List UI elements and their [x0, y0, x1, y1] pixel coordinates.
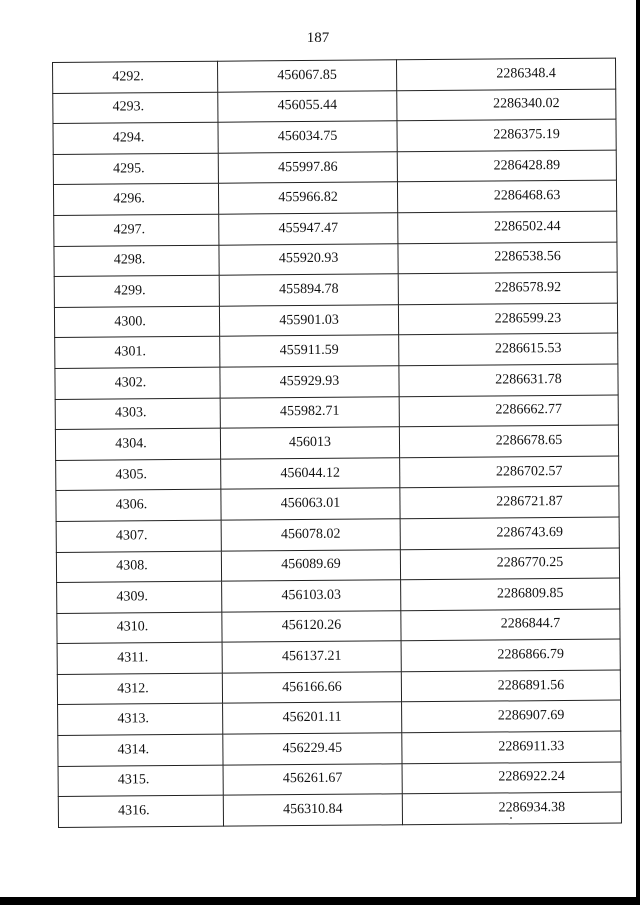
x-coordinate-cell: 456044.12	[221, 458, 400, 490]
y-coordinate-cell: 2286866.79	[401, 639, 620, 671]
row-index-cell: 4301.	[55, 337, 220, 369]
row-index-cell: 4314.	[58, 734, 223, 766]
x-coordinate-cell: 456013	[220, 427, 399, 459]
x-coordinate-cell: 455966.82	[218, 182, 397, 214]
table-row	[56, 486, 619, 521]
y-coordinate-cell: 2286348.4	[396, 58, 615, 90]
row-index-cell: 4296.	[53, 184, 218, 216]
row-index-cell: 4315.	[58, 765, 223, 797]
y-coordinate-cell: 2286502.44	[398, 211, 617, 243]
table-row	[57, 609, 620, 644]
row-index-cell: 4299.	[54, 275, 219, 307]
x-coordinate-cell: 456078.02	[221, 519, 400, 551]
y-coordinate-cell: 2286340.02	[397, 89, 616, 121]
y-coordinate-cell: 2286922.24	[402, 762, 621, 794]
row-index-cell: 4310.	[57, 612, 222, 644]
table-row	[53, 119, 616, 154]
x-coordinate-cell: 456055.44	[218, 90, 397, 122]
row-index-cell: 4300.	[54, 306, 219, 338]
y-coordinate-cell: 2286428.89	[397, 150, 616, 182]
x-coordinate-cell: 455947.47	[219, 213, 398, 245]
table-row	[54, 272, 617, 307]
x-coordinate-cell: 455997.86	[218, 152, 397, 184]
row-index-cell: 4307.	[56, 520, 221, 552]
table-row	[55, 425, 618, 460]
y-coordinate-cell: 2286702.57	[400, 456, 619, 488]
y-coordinate-cell: 2286662.77	[399, 395, 618, 427]
row-index-cell: 4308.	[56, 551, 221, 583]
y-coordinate-cell: 2286844.7	[401, 609, 620, 641]
y-coordinate-cell: 2286599.23	[398, 303, 617, 335]
x-coordinate-cell: 456034.75	[218, 121, 397, 153]
table-row	[53, 180, 616, 215]
y-coordinate-cell: 2286615.53	[399, 333, 618, 365]
row-index-cell: 4298.	[54, 245, 219, 277]
table-row	[55, 333, 618, 368]
x-coordinate-cell: 456229.45	[223, 733, 402, 765]
table-row	[56, 517, 619, 552]
y-coordinate-cell: 2286809.85	[401, 578, 620, 610]
y-coordinate-cell: 2286911.33	[402, 731, 621, 763]
table-row	[58, 792, 621, 827]
table-row	[54, 303, 617, 338]
x-coordinate-cell: 456261.67	[223, 763, 402, 795]
table-row	[54, 242, 617, 277]
table-row	[56, 548, 619, 583]
row-index-cell: 4306.	[56, 489, 221, 521]
y-coordinate-cell: 2286907.69	[402, 701, 621, 733]
y-coordinate-cell: 2286375.19	[397, 119, 616, 151]
row-index-cell: 4293.	[53, 92, 218, 124]
x-coordinate-cell: 455911.59	[220, 335, 399, 367]
row-index-cell: 4294.	[53, 122, 218, 154]
row-index-cell: 4313.	[58, 704, 223, 736]
table-row	[58, 701, 621, 736]
x-coordinate-cell: 455901.03	[219, 305, 398, 337]
y-coordinate-cell: 2286891.56	[401, 670, 620, 702]
row-index-cell: 4292.	[53, 61, 218, 93]
table-row	[56, 456, 619, 491]
row-index-cell: 4295.	[53, 153, 218, 185]
y-coordinate-cell: 2286538.56	[398, 242, 617, 274]
y-coordinate-cell: 2286721.87	[400, 486, 619, 518]
table-row	[53, 89, 616, 124]
row-index-cell: 4303.	[55, 398, 220, 430]
x-coordinate-cell: 456201.11	[223, 702, 402, 734]
row-index-cell: 4312.	[57, 673, 222, 705]
coordinates-table	[52, 58, 622, 828]
y-coordinate-cell: 2286578.92	[398, 272, 617, 304]
table-row	[55, 395, 618, 430]
row-index-cell: 4297.	[54, 214, 219, 246]
y-coordinate-cell: 2286770.25	[400, 548, 619, 580]
row-index-cell: 4311.	[57, 642, 222, 674]
y-coordinate-cell: 2286678.65	[399, 425, 618, 457]
table-row	[58, 731, 621, 766]
scan-speck	[510, 817, 512, 819]
table-row	[57, 670, 620, 705]
x-coordinate-cell: 456089.69	[221, 549, 400, 581]
y-coordinate-cell: 2286934.38	[402, 792, 621, 824]
x-coordinate-cell: 456137.21	[222, 641, 401, 673]
table-row	[57, 639, 620, 674]
table-row	[58, 762, 621, 797]
y-coordinate-cell: 2286468.63	[397, 180, 616, 212]
x-coordinate-cell: 456166.66	[222, 672, 401, 704]
y-coordinate-cell: 2286631.78	[399, 364, 618, 396]
page-number: 187	[306, 30, 330, 46]
row-index-cell: 4316.	[58, 795, 223, 827]
y-coordinate-cell: 2286743.69	[400, 517, 619, 549]
x-coordinate-cell: 456067.85	[217, 60, 396, 92]
coordinates-table-body	[53, 58, 622, 827]
table-row	[53, 150, 616, 185]
x-coordinate-cell: 455920.93	[219, 243, 398, 275]
row-index-cell: 4309.	[57, 581, 222, 613]
x-coordinate-cell: 456103.03	[222, 580, 401, 612]
table-row	[54, 211, 617, 246]
x-coordinate-cell: 455894.78	[219, 274, 398, 306]
row-index-cell: 4304.	[55, 428, 220, 460]
x-coordinate-cell: 456063.01	[221, 488, 400, 520]
table-row	[55, 364, 618, 399]
table-row	[53, 58, 616, 93]
table-row	[57, 578, 620, 613]
x-coordinate-cell: 456310.84	[223, 794, 402, 826]
row-index-cell: 4305.	[56, 459, 221, 491]
row-index-cell: 4302.	[55, 367, 220, 399]
x-coordinate-cell: 456120.26	[222, 610, 401, 642]
x-coordinate-cell: 455982.71	[220, 396, 399, 428]
coordinates-table-wrapper	[52, 58, 574, 828]
x-coordinate-cell: 455929.93	[220, 366, 399, 398]
